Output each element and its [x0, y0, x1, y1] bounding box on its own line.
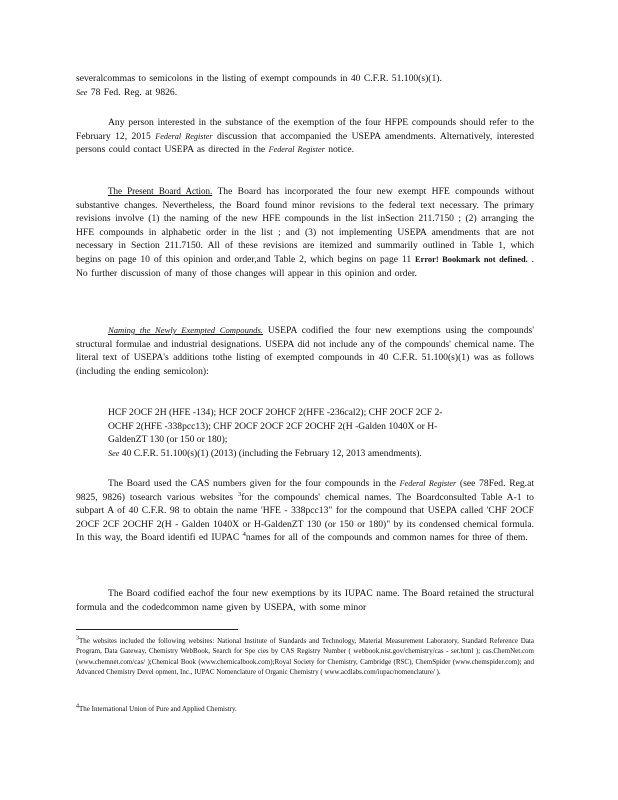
paragraph-hfpe [76, 116, 534, 157]
paragraph-cas-text2: (see 78Fed. Reg.at 9825, 9826) tosearch various websites [76, 478, 535, 503]
paragraph-hfpe-text: Any person interested in the substance of the exemption of the four HFPE compounds should refer to the February 12, 2015 [76, 117, 534, 142]
footnote-3-text: The websites included the following websites: National Institute of Standards and Technology, Material Measurement Laboratory, Standard Reference Data Program, Data Gateway, Chemistry WebBook, Search for Spe cies by CAS Registry Number ( webbook.nist.gov/chemistry/cas - ser.html ); cas.ChemNet.com (www.chemnet.com/cas/ );Chemical Book (www.chemicalbook.com);Royal Society for Chemistry, Cambridge (RSC), ChemSpider (www.chemspider.com); and Advanced Chemistry Devel opment, Inc., IUPAC Nomenclature of Organic Chemistry ( www.acdlabs.com/iupac/nomenclature/ ). [76, 637, 534, 677]
bookmark-error: Error! Bookmark not defined. [415, 254, 528, 264]
paragraph-continuation [76, 72, 534, 99]
paragraph-board-action-text2: . No further discussion of many of those changes will appear in this opinion and order. [76, 253, 534, 279]
quote-line-2: OCHF 2(HFE -338pcc13); CHF 2OCF 2OCF 2CF 2OCHF 2(H -Galden 1040X or H- [108, 420, 438, 432]
paragraph-hfpe-text2: discussion that accompanied the USEPA amendments. Alternatively, interested persons could contact USEPA as directed in the [76, 130, 534, 156]
quote-line-3: GaldenZT 130 (or 150 or 180); [108, 434, 228, 446]
quote-see-signal: See [108, 448, 120, 458]
quote-line-1: HCF 2OCF 2H (HFE -134); HCF 2OCF 2OHCF 2(HFE -236cal2); CHF 2OCF 2CF 2- [108, 407, 443, 418]
quote-citation: 40 C.F.R. 51.100(s)(1) (2013) (including the February 12, 2013 amendments). [119, 447, 422, 459]
paragraph-cas-text4: names for all of the compounds and common names for three of them. [245, 532, 528, 544]
paragraph-board-action [76, 185, 534, 280]
footnote-3-number: 3 [76, 635, 79, 642]
paragraph-codified-text: The Board codified eachof the four new exemptions by its IUPAC name. The Board retained the structural formula and the codedcommon name given by USEPA, with some minor [76, 588, 534, 613]
footnote-separator [76, 629, 238, 630]
paragraph-hfpe-text3: notice. [324, 144, 355, 156]
footnote-3 [76, 636, 534, 678]
section-heading-board-action: The Present Board Action. [108, 186, 213, 196]
paragraph-cas-text: The Board used the CAS numbers given for the four compounds in the [108, 478, 400, 489]
footnote-4-text: The International Union of Pure and Applied Chemistry. [79, 705, 237, 713]
paragraph-continuation-line2: 78 Fed. Reg. at 9826. [87, 86, 178, 98]
paragraph-naming [76, 324, 534, 378]
see-signal: See [76, 87, 88, 97]
paragraph-cas [76, 477, 534, 545]
footnote-4-number: 4 [76, 703, 79, 710]
paragraph-cas-text3: for the compounds' chemical names. The Boardconsulted Table A-1 to subpart A of 40 C.F.R. 98 to obtain the name 'HFE - 338pcc13" for the compound that USEPA called 'CHF 2OCF 2OCF 2CF 2OCHF 2(H - Galden 1040X or H-GaldenZT 130 (or 150 or 180)" by its condensed chemical formula. In this way, the Board identifi ed IUPAC [76, 491, 534, 544]
paragraph-naming-text: USEPA codified the four new exemptions using the compounds' structural formulae and industrial designations. USEPA did not include any of the compounds' chemical name. The literal text of USEPA's additions tothe listing of exempted compounds in 40 C.F.R. 51.100(s)(1) was as follows (including the ending semicolon): [76, 325, 534, 377]
federal-register-ref-3: Federal Register [399, 479, 457, 488]
paragraph-continuation-line1: severalcommas to semicolons in the listing of exempt compounds in 40 C.F.R. 51.100(s)(1). [76, 73, 442, 84]
block-quote-federal-text [108, 406, 534, 460]
federal-register-ref-2: Federal Register [268, 145, 325, 155]
footnote-4 [76, 704, 534, 714]
footnote-ref-3[interactable]: 3 [237, 490, 242, 498]
federal-register-ref: Federal Register [155, 131, 213, 141]
section-heading-naming: Naming the Newly Exempted Compounds. [108, 325, 263, 335]
paragraph-codified [76, 587, 534, 614]
footnote-ref-4[interactable]: 4 [242, 531, 246, 539]
paragraph-board-action-text: The Board has incorporated the four new exempt HFE compounds without substantive changes. Nevertheless, the Board found minor revisions to the federal text necessary. The primary revisions involve (1) the naming of the new HFE compounds in the list inSection 211.7150 ; (2) arranging the HFE compounds in alphabetic order in the list ; and (3) not implementing USEPA amendments that are not necessary in Section 211.7150. All of these revisions are itemized and summarily outlined in Table 1, which begins on page 10 of this opinion and order,and Table 2, which begins on page 11 [76, 186, 534, 265]
